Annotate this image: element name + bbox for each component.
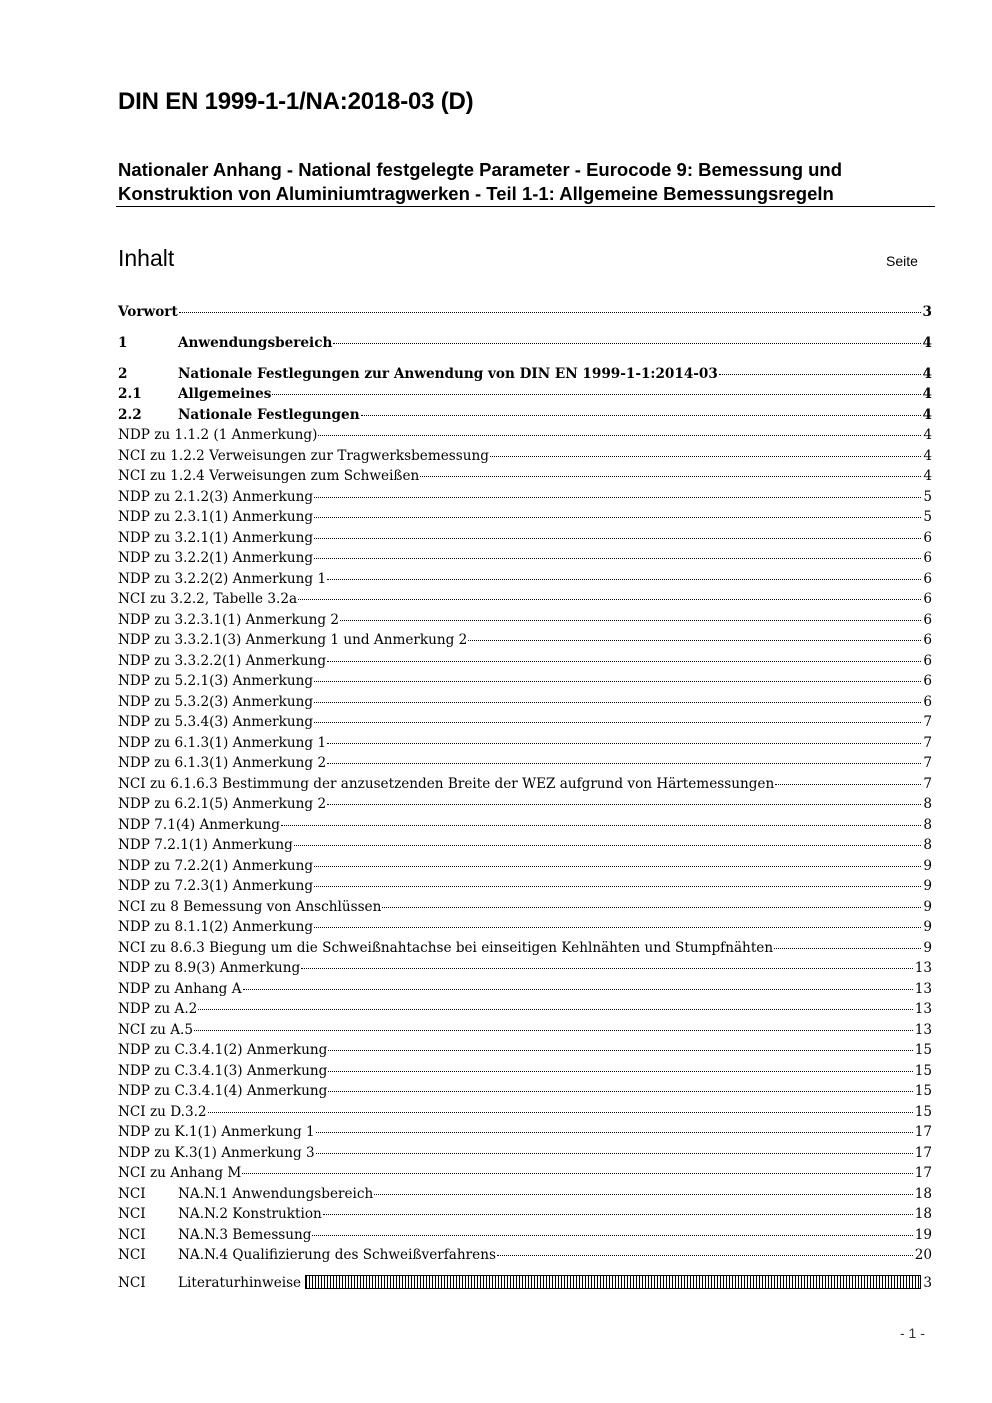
toc-entry-page: 3	[922, 304, 932, 320]
toc-entry-title: NDP zu 3.3.2.2(1) Anmerkung	[118, 652, 327, 669]
toc-entry-page: 8	[923, 816, 932, 833]
toc-dot-leader	[194, 1030, 913, 1031]
toc-entry-page: 18	[914, 1185, 932, 1202]
toc-dot-leader	[305, 1275, 921, 1289]
toc-entry-title: NDP zu Anhang A	[118, 980, 242, 997]
toc-dot-leader	[314, 497, 921, 498]
toc-entry-title: NDP zu 5.3.2(3) Anmerkung	[118, 693, 314, 710]
toc-entry[interactable]	[118, 302, 932, 322]
toc-entry-page: 3	[923, 1275, 932, 1291]
toc-dot-leader	[314, 538, 921, 539]
toc-entry-page: 9	[923, 919, 932, 935]
toc-entry[interactable]	[118, 1122, 932, 1142]
toc-entry-title: NA.N.3 Bemessung	[178, 1226, 312, 1243]
toc-entry[interactable]	[118, 1204, 932, 1224]
toc-entry[interactable]	[118, 651, 932, 671]
toc-entry-title: NDP zu 3.2.1(1) Anmerkung	[118, 529, 314, 546]
toc-entry-title: NCI zu 1.2.4 Verweisungen zum Schweißen	[118, 468, 420, 484]
toc-dot-leader	[316, 1132, 913, 1133]
toc-entry-title: NDP zu K.3(1) Anmerkung 3	[118, 1144, 315, 1161]
toc-entry-page: 17	[914, 1124, 932, 1140]
document-title: DIN EN 1999-1-1/NA:2018-03 (D)	[118, 88, 474, 115]
toc-entry-page: 13	[914, 980, 932, 997]
toc-entry[interactable]	[118, 1245, 932, 1265]
toc-dot-leader	[208, 1112, 913, 1113]
toc-entry-number: 2.2	[118, 407, 142, 423]
toc-entry[interactable]	[118, 384, 932, 404]
toc-entry[interactable]	[118, 446, 932, 466]
toc-entry-page: 4	[923, 427, 932, 443]
toc-dot-leader	[314, 558, 921, 559]
toc-entry-title: NDP zu K.1(1) Anmerkung 1	[118, 1124, 315, 1140]
toc-entry-number: 2	[118, 366, 128, 382]
toc-entry-title: NDP zu C.3.4.1(3) Anmerkung	[118, 1062, 328, 1079]
toc-entry-number: 2.1	[118, 386, 142, 402]
toc-dot-leader	[314, 681, 921, 682]
toc-entry-page: 19	[914, 1226, 932, 1243]
toc-entry[interactable]	[118, 589, 932, 609]
toc-entry-page: 17	[914, 1165, 932, 1181]
toc-entry-title: Nationale Festlegungen zur Anwendung von DIN EN 1999-1-1:2014-03	[178, 366, 718, 382]
toc-entry[interactable]	[118, 507, 932, 527]
toc-entry[interactable]	[118, 712, 932, 732]
toc-dot-leader	[314, 702, 921, 703]
toc-entry[interactable]	[118, 1040, 932, 1060]
toc-entry-title: NDP zu 3.2.2(2) Anmerkung 1	[118, 570, 327, 587]
toc-dot-leader	[323, 1214, 913, 1215]
toc-entry[interactable]	[118, 1081, 932, 1101]
toc-entry-page: 9	[923, 857, 932, 874]
toc-dot-leader	[281, 825, 921, 826]
toc-dot-leader	[328, 1050, 912, 1051]
toc-dot-leader	[314, 517, 921, 518]
toc-entry[interactable]	[118, 897, 932, 917]
toc-entry-page: 6	[923, 673, 932, 689]
toc-entry-page: 6	[923, 632, 932, 648]
toc-entry-number: NCI	[118, 1275, 146, 1291]
toc-dot-leader	[328, 1071, 912, 1072]
toc-entry-title: NCI zu 8 Bemessung von Anschlüssen	[118, 898, 382, 915]
toc-entry-title: NDP zu 6.2.1(5) Anmerkung 2	[118, 796, 327, 812]
toc-dot-leader	[327, 763, 921, 764]
toc-entry-page: 9	[923, 878, 932, 894]
toc-entry-page: 6	[923, 570, 932, 587]
toc-entry-title: NCI zu D.3.2	[118, 1103, 207, 1120]
toc-entry-title: Vorwort	[118, 304, 178, 320]
toc-entry-page: 8	[923, 837, 932, 853]
toc-entry-title: NDP zu 7.2.2(1) Anmerkung	[118, 857, 314, 874]
toc-dot-leader	[497, 1255, 913, 1256]
toc-dot-leader	[314, 886, 921, 887]
toc-entry-page: 6	[923, 529, 932, 546]
toc-entry[interactable]	[118, 774, 932, 794]
toc-entry[interactable]	[118, 364, 932, 384]
toc-entry-title: NDP zu 8.1.1(2) Anmerkung	[118, 919, 314, 935]
toc-dot-leader	[327, 661, 921, 662]
toc-entry-title: NDP zu 2.1.2(3) Anmerkung	[118, 488, 314, 505]
toc-dot-leader	[774, 948, 921, 949]
toc-entry-number: NCI	[118, 1226, 146, 1243]
toc-entry[interactable]	[118, 610, 932, 630]
toc-entry[interactable]	[118, 1102, 932, 1122]
toc-entry-title: NDP zu 3.2.2(1) Anmerkung	[118, 550, 314, 566]
toc-entry[interactable]	[118, 692, 932, 712]
toc-entry[interactable]	[118, 528, 932, 548]
toc-dot-leader	[719, 374, 921, 375]
toc-entry-page: 4	[923, 468, 932, 484]
toc-entry-title: NDP zu 1.1.2 (1 Anmerkung)	[118, 427, 318, 443]
toc-entry-page: 20	[914, 1247, 932, 1263]
toc-entry-page: 13	[914, 1021, 932, 1038]
toc-dot-leader	[301, 968, 913, 969]
toc-entry-page: 7	[923, 755, 932, 771]
toc-dot-leader	[374, 1194, 912, 1195]
toc-entry[interactable]	[118, 1184, 932, 1204]
toc-dot-leader	[382, 907, 921, 908]
toc-entry-title: NCI zu 6.1.6.3 Bestimmung der anzusetzenden Breite der WEZ aufgrund von Härtemessungen	[118, 775, 775, 792]
toc-entry-title: NDP zu 5.3.4(3) Anmerkung	[118, 714, 314, 730]
toc-entry-title: NDP zu A.2	[118, 1001, 198, 1017]
toc-entry-page: 7	[923, 775, 932, 792]
toc-entry-page: 4	[922, 335, 932, 351]
toc-entry-page: 8	[923, 796, 932, 812]
toc-entry-title: Literaturhinweise	[178, 1275, 302, 1291]
toc-entry-page: 9	[923, 898, 932, 915]
toc-entry-number: NCI	[118, 1206, 146, 1222]
toc-entry[interactable]	[118, 958, 932, 978]
toc-dot-leader	[327, 579, 921, 580]
toc-entry[interactable]	[118, 876, 932, 896]
toc-entry[interactable]	[118, 835, 932, 855]
toc-entry[interactable]	[118, 425, 932, 445]
toc-dot-leader	[316, 1153, 913, 1154]
toc-entry-number: NCI	[118, 1185, 146, 1202]
toc-entry-page: 7	[923, 734, 932, 751]
toc-entry-page: 6	[923, 693, 932, 710]
toc-entry-page: 6	[923, 550, 932, 566]
toc-entry-title: NDP 7.2.1(1) Anmerkung	[118, 837, 293, 853]
toc-entry[interactable]	[118, 999, 932, 1019]
toc-dot-leader	[314, 927, 921, 928]
toc-entry[interactable]	[118, 1143, 932, 1163]
toc-entry-page: 5	[923, 488, 932, 505]
toc-entry[interactable]	[118, 466, 932, 486]
toc-entry-page: 15	[914, 1103, 932, 1120]
toc-dot-leader	[468, 640, 921, 641]
toc-entry-title: NDP zu 6.1.3(1) Anmerkung 2	[118, 755, 327, 771]
toc-entry-title: NDP zu 3.2.3.1(1) Anmerkung 2	[118, 611, 340, 628]
toc-entry[interactable]	[118, 753, 932, 773]
toc-entry[interactable]	[118, 794, 932, 814]
toc-entry[interactable]	[118, 815, 932, 835]
toc-entry[interactable]	[118, 671, 932, 691]
toc-entry-page: 15	[914, 1062, 932, 1079]
toc-dot-leader	[340, 620, 921, 621]
toc-entry-title: NDP zu 5.2.1(3) Anmerkung	[118, 673, 314, 689]
toc-dot-leader	[312, 1235, 912, 1236]
page-number: - 1 -	[900, 1325, 925, 1341]
toc-dot-leader	[318, 435, 921, 436]
toc-entry-title: NDP zu 2.3.1(1) Anmerkung	[118, 509, 314, 525]
toc-dot-leader	[298, 599, 921, 600]
toc-dot-leader	[420, 476, 921, 477]
toc-entry-page: 6	[923, 591, 932, 607]
toc-dot-leader	[314, 722, 921, 723]
toc-entry-page: 13	[914, 960, 932, 976]
toc-entry-page: 6	[923, 652, 932, 669]
toc-entry-page: 7	[923, 714, 932, 730]
toc-entry-number: 1	[118, 335, 128, 351]
page-column-label: Seite	[886, 253, 918, 269]
toc-dot-leader	[242, 1173, 912, 1174]
toc-entry[interactable]	[118, 630, 932, 650]
toc-entry-page: 13	[914, 1001, 932, 1017]
toc-dot-leader	[179, 312, 921, 313]
toc-entry[interactable]	[118, 979, 932, 999]
toc-entry-title: NDP zu 6.1.3(1) Anmerkung 1	[118, 734, 327, 751]
toc-entry-page: 15	[914, 1083, 932, 1099]
toc-entry-title: NA.N.1 Anwendungsbereich	[178, 1185, 374, 1202]
toc-entry-page: 4	[922, 407, 932, 423]
toc-entry-title: NCI zu 8.6.3 Biegung um die Schweißnahtachse bei einseitigen Kehlnähten und Stumpfnähten	[118, 939, 774, 956]
toc-entry-title: NDP zu 7.2.3(1) Anmerkung	[118, 878, 314, 894]
toc-entry[interactable]	[118, 1020, 932, 1040]
toc-entry-title: NDP zu C.3.4.1(2) Anmerkung	[118, 1042, 328, 1058]
toc-entry[interactable]	[118, 569, 932, 589]
toc-entry-title: NDP zu C.3.4.1(4) Anmerkung	[118, 1083, 328, 1099]
toc-entry[interactable]	[118, 938, 932, 958]
toc-entry-page: 15	[914, 1042, 932, 1058]
toc-entry-number: NCI	[118, 1247, 146, 1263]
toc-entry-title: NCI zu 1.2.2 Verweisungen zur Tragwerksbemessung	[118, 447, 489, 464]
toc-entry-page: 5	[923, 509, 932, 525]
toc-entry-title: Allgemeines	[178, 386, 272, 402]
toc-entry-page: 17	[914, 1144, 932, 1161]
toc-dot-leader	[490, 456, 921, 457]
toc-entry-page: 4	[922, 386, 932, 402]
toc-entry[interactable]	[118, 856, 932, 876]
toc-dot-leader	[328, 1091, 912, 1092]
document-subtitle: Nationaler Anhang - National festgelegte Parameter - Eurocode 9: Bemessung und Konstruktion von Aluminiumtragwerken - Teil 1-1: Allgemeine Bemessungsregeln	[118, 159, 843, 204]
toc-entry[interactable]	[118, 1061, 932, 1081]
toc-dot-leader	[314, 866, 921, 867]
toc-entry-title: Anwendungsbereich	[178, 335, 333, 351]
toc-entry[interactable]	[118, 333, 932, 353]
toc-entry-title: NCI zu 3.2.2, Tabelle 3.2a	[118, 591, 298, 607]
toc-entry-title: NA.N.2 Konstruktion	[178, 1206, 322, 1222]
title-divider	[116, 206, 935, 207]
toc-dot-leader	[361, 415, 921, 416]
toc-entry-title: NCI zu A.5	[118, 1021, 194, 1038]
toc-entry-title: NCI zu Anhang M	[118, 1165, 242, 1181]
toc-heading: Inhalt	[118, 245, 175, 271]
toc-entry[interactable]	[118, 487, 932, 507]
toc-entry-title: Nationale Festlegungen	[178, 407, 360, 423]
toc-entry-title: NA.N.4 Qualifizierung des Schweißverfahrens	[178, 1247, 496, 1263]
toc-entry[interactable]	[118, 405, 932, 425]
toc-entry-page: 9	[923, 939, 932, 956]
toc-dot-leader	[775, 784, 921, 785]
toc-entry[interactable]	[118, 917, 932, 937]
toc-entry[interactable]	[118, 548, 932, 568]
toc-dot-leader	[333, 343, 920, 344]
toc-entry[interactable]	[118, 1225, 932, 1245]
toc-dot-leader	[272, 394, 920, 395]
toc-entry-page: 4	[922, 366, 932, 382]
toc-entry[interactable]	[118, 1273, 932, 1293]
toc-entry-page: 6	[923, 611, 932, 628]
toc-dot-leader	[327, 743, 921, 744]
toc-dot-leader	[294, 845, 921, 846]
toc-entry-title: NDP 7.1(4) Anmerkung	[118, 816, 280, 833]
toc-entry[interactable]	[118, 733, 932, 753]
toc-dot-leader	[327, 804, 921, 805]
toc-entry-page: 4	[923, 447, 932, 464]
toc-entry-page: 18	[914, 1206, 932, 1222]
toc-entry-title: NDP zu 3.3.2.1(3) Anmerkung 1 und Anmerkung 2	[118, 632, 468, 648]
toc-dot-leader	[243, 989, 913, 990]
toc-entry-title: NDP zu 8.9(3) Anmerkung	[118, 960, 301, 976]
toc-entry[interactable]	[118, 1163, 932, 1183]
toc-dot-leader	[198, 1009, 912, 1010]
